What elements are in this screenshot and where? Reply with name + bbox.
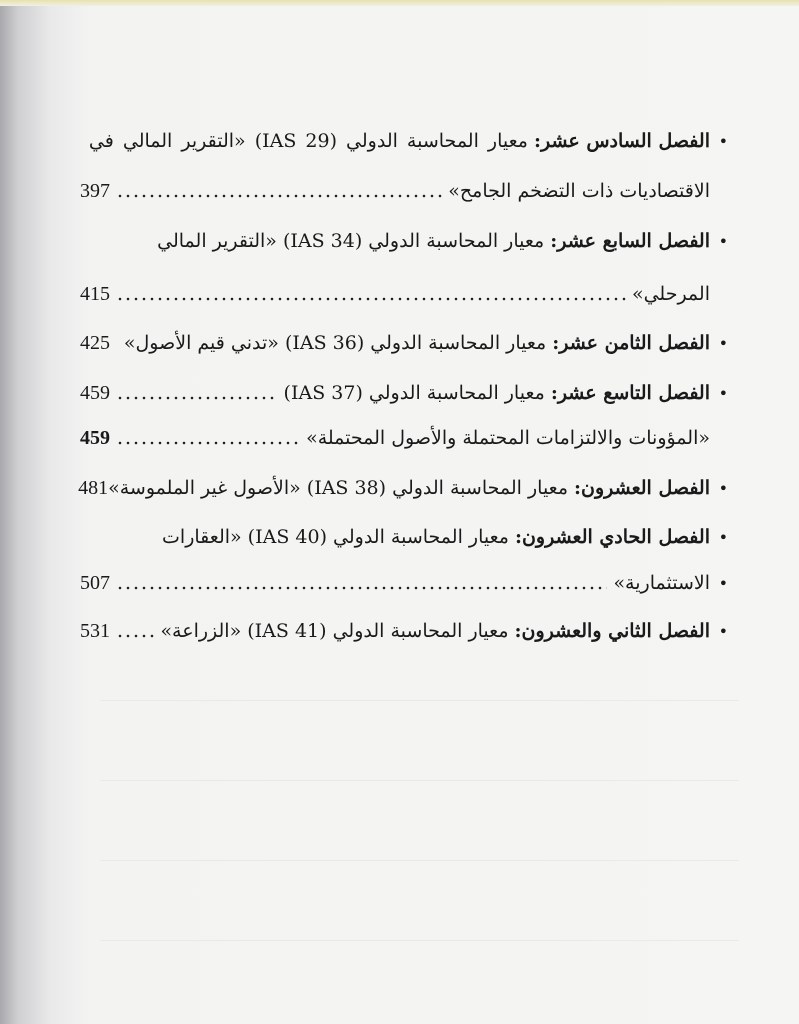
toc-entry-ch22 [80, 614, 728, 648]
toc-entry-ch17 [80, 224, 728, 258]
toc-entry-ch18 [80, 326, 728, 360]
bleed-through-line [100, 700, 739, 701]
bleed-through-line [100, 780, 739, 781]
chapter-description: معيار المحاسبة الدولي (IAS 29) «التقرير المالي في [88, 130, 528, 152]
chapter-title: الفصل السادس عشر: [533, 130, 710, 152]
chapter-description: معيار المحاسبة الدولي (IAS 36) «تدني قيم الأصول» [123, 332, 547, 354]
chapter-description: معيار المحاسبة الدولي (IAS 41) «الزراعة» [160, 620, 509, 642]
dot-leader [116, 633, 154, 639]
chapter-description: معيار المحاسبة الدولي (IAS 40) «العقارات [162, 526, 509, 548]
page-number[interactable]: 397 [80, 179, 110, 202]
chapter-title: الفصل الثاني والعشرون: [514, 620, 710, 642]
bullet: • [718, 527, 728, 547]
chapter-description: معيار المحاسبة الدولي (IAS 34) «التقرير المالي [157, 230, 545, 252]
bullet: • [718, 231, 728, 251]
toc-entry-ch21 [80, 520, 728, 554]
chapter-title: الفصل السابع عشر: [550, 230, 710, 252]
page-number[interactable]: 531 [80, 619, 110, 642]
dot-leader [116, 585, 607, 591]
bullet: • [718, 383, 728, 403]
bleed-through-line [100, 940, 739, 941]
chapter-description: المرحلي» [631, 283, 710, 305]
page-number[interactable]: 425 [80, 331, 110, 354]
toc-entry-ch19-cont [80, 421, 728, 455]
toc-entry-ch17-cont [80, 277, 728, 311]
dot-leader [116, 345, 118, 351]
page-number[interactable]: 415 [80, 282, 110, 305]
dot-leader [116, 395, 278, 401]
bullet: • [718, 478, 728, 498]
toc-entry-ch20 [80, 471, 728, 505]
chapter-description: معيار المحاسبة الدولي (IAS 37) [283, 382, 545, 404]
dot-leader [116, 296, 626, 302]
toc-entry-ch19 [80, 376, 728, 410]
bleed-through-line [100, 860, 739, 861]
chapter-title: الفصل الثامن عشر: [552, 332, 710, 354]
chapter-description: الاقتصاديات ذات التضخم الجامح» [448, 180, 710, 202]
chapter-title: الفصل العشرون: [574, 477, 710, 499]
chapter-title: الفصل الحادي العشرون: [514, 526, 710, 548]
toc-entry-ch21-cont [80, 566, 728, 600]
page-number[interactable]: 459 [80, 426, 110, 449]
toc-entry-ch16-cont [80, 174, 728, 208]
page-number[interactable]: 481 [78, 476, 109, 499]
chapter-description: معيار المحاسبة الدولي (IAS 38) «الأصول غير الملموسة» [108, 477, 569, 499]
bullet: • [718, 573, 728, 593]
bullet: • [718, 131, 728, 151]
chapter-description: الاستثمارية» [613, 572, 710, 594]
chapter-description: «المؤونات والالتزامات المحتملة والأصول المحتملة» [306, 427, 710, 449]
bullet: • [718, 333, 728, 353]
toc-entry-ch16 [80, 124, 728, 158]
dot-leader [116, 193, 442, 199]
chapter-title: الفصل التاسع عشر: [550, 382, 710, 404]
page-number[interactable]: 507 [80, 571, 110, 594]
bullet: • [718, 621, 728, 641]
page-number[interactable]: 459 [80, 381, 110, 404]
dot-leader [116, 440, 300, 446]
page-top-edge [0, 0, 799, 6]
